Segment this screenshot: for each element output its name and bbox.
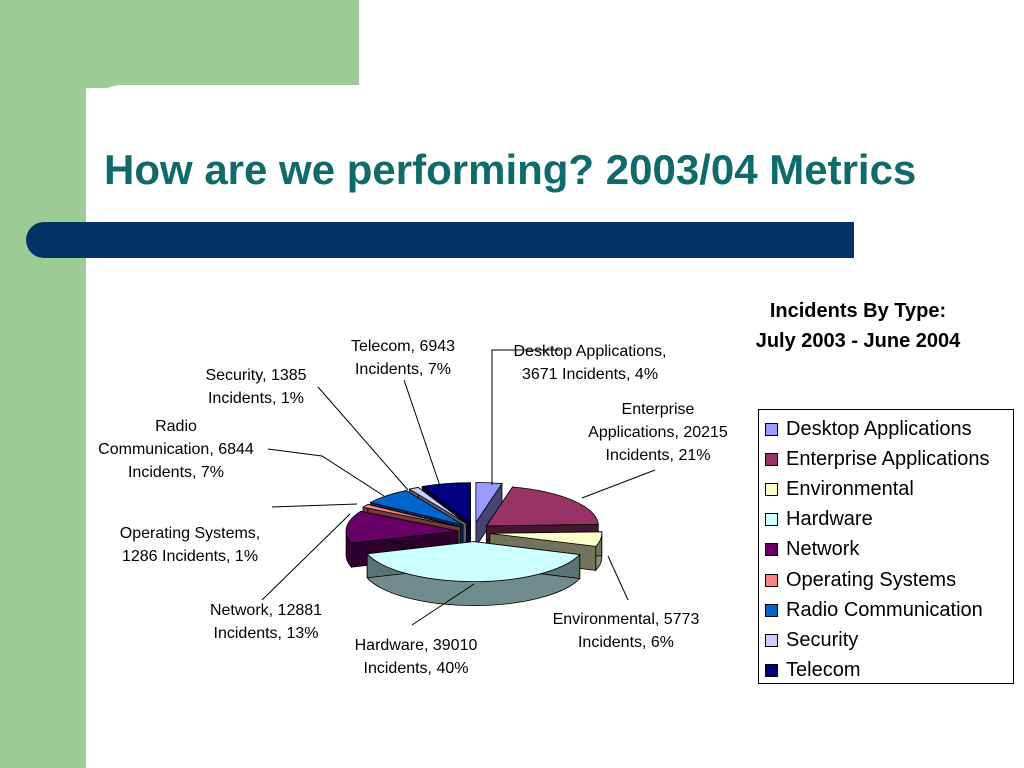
legend-swatch	[765, 543, 778, 556]
legend-label: Hardware	[786, 508, 873, 531]
data-label: Telecom, 6943 Incidents, 7%	[350, 338, 456, 378]
data-label: Radio Communication, 6844 Incidents, 7%	[98, 418, 254, 481]
chart-title: Incidents By Type:	[769, 300, 947, 322]
legend-label: Environmental	[786, 477, 914, 500]
legend-swatch	[765, 604, 778, 617]
legend-item	[765, 656, 1013, 686]
slide-title: How are we performing? 2003/04 Metrics	[104, 146, 917, 193]
legend-swatch	[765, 423, 778, 436]
data-label: Security, 1385 Incidents, 1%	[205, 367, 307, 407]
legend-item	[765, 565, 1013, 595]
leader-line	[582, 470, 655, 498]
legend-item	[765, 444, 1013, 474]
legend-item	[765, 625, 1013, 655]
legend-label: Enterprise Applications	[786, 447, 990, 470]
legend-label: Radio Communication	[786, 598, 983, 621]
legend-swatch	[765, 634, 778, 647]
pie-slice-enterprise-applications	[486, 487, 598, 526]
legend-label: Security	[786, 628, 859, 651]
chart-legend	[758, 409, 1014, 684]
chart-title-block	[720, 296, 996, 356]
leader-line	[262, 514, 350, 600]
leader-line	[272, 504, 357, 507]
legend-item	[765, 535, 1013, 565]
legend-label: Network	[786, 538, 860, 561]
legend-item	[765, 505, 1013, 535]
leader-line	[318, 387, 408, 490]
leader-line	[268, 449, 384, 496]
data-label: Environmental, 5773 Incidents, 6%	[552, 611, 700, 651]
legend-label: Operating Systems	[786, 568, 957, 591]
legend-swatch	[765, 513, 778, 526]
legend-label: Desktop Applications	[786, 417, 972, 440]
data-label: Desktop Applications, 3671 Incidents, 4%	[513, 343, 667, 383]
data-label: Operating Systems, 1286 Incidents, 1%	[119, 525, 261, 565]
chart-subtitle: July 2003 - June 2004	[755, 330, 961, 352]
legend-swatch	[765, 664, 778, 677]
data-label: Enterprise Applications, 20215 Incidents, 21%	[588, 401, 728, 464]
legend-swatch	[765, 453, 778, 466]
data-label: Network, 12881 Incidents, 13%	[209, 602, 323, 642]
legend-item	[765, 414, 1013, 444]
leader-line	[404, 380, 440, 486]
data-label: Hardware, 39010 Incidents, 40%	[354, 637, 478, 677]
legend-swatch	[765, 483, 778, 496]
leader-line	[608, 556, 628, 600]
legend-item	[765, 595, 1013, 625]
legend-label: Telecom	[786, 659, 861, 682]
legend-swatch	[765, 574, 778, 587]
legend-item	[765, 474, 1013, 504]
